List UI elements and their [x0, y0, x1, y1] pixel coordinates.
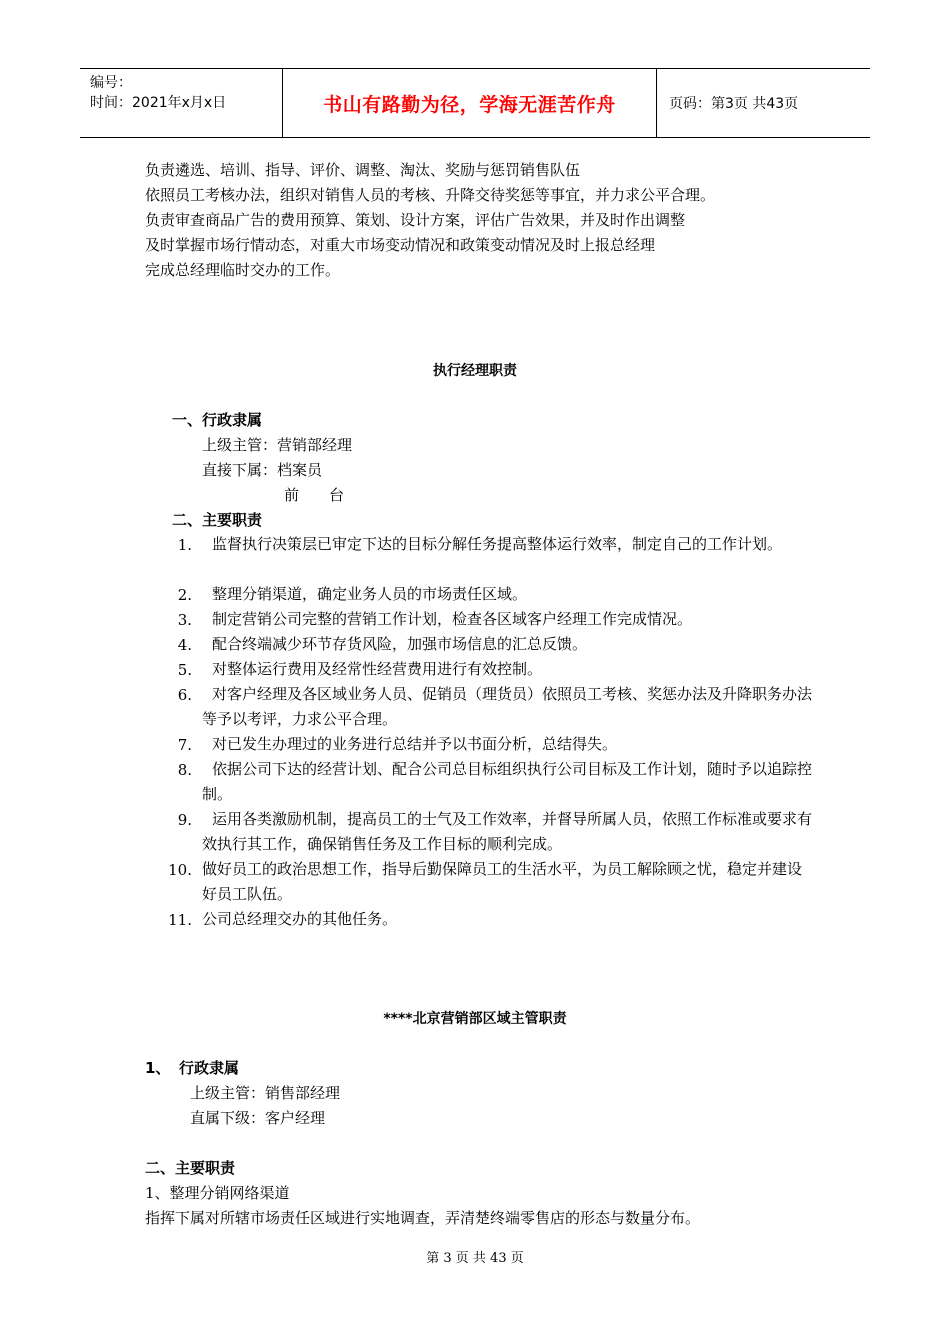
duty-line: 1、整理分销网络渠道 [145, 1184, 290, 1202]
intro-line: 及时掌握市场行情动态，对重大市场变动情况和政策变动情况及时上报总经理 [145, 236, 656, 254]
list-item: 对客户经理及各区域业务人员、促销员（理货员）依照员工考核、奖惩办法及升降职务办法等予以考评，力求公平合理。 [202, 685, 813, 728]
list-item: 监督执行决策层已审定下达的目标分解任务提高整体运行效率，制定自己的工作计划。 [212, 535, 783, 553]
list-item: 依据公司下达的经营计划、配合公司总目标组织执行公司目标及工作计划，随时予以追踪控制。 [202, 760, 813, 803]
list-number: 9. [177, 811, 192, 829]
list-item: 配合终端减少环节存货风险，加强市场信息的汇总反馈。 [212, 635, 588, 653]
superior-line: 上级主管：营销部经理 [202, 436, 353, 454]
subordinate-line: 直接下属：档案员 [202, 461, 323, 479]
intro-line: 负责审查商品广告的费用预算、策划、设计方案，评估广告效果，并及时作出调整 [145, 211, 686, 229]
superior-line: 上级主管：销售部经理 [190, 1084, 341, 1102]
duty-line: 指挥下属对所辖市场责任区域进行实地调查，弄清楚终端零售店的形态与数量分布。 [145, 1209, 701, 1227]
intro-line: 负责遴选、培训、指导、评价、调整、淘汰、奖励与惩罚销售队伍 [145, 161, 581, 179]
page-header [80, 68, 870, 138]
list-item: 对已发生办理过的业务进行总结并予以书面分析，总结得失。 [212, 735, 618, 753]
list-item: 做好员工的政治思想工作，指导后勤保障员工的生活水平，为员工解除顾之忧，稳定并建设好员工队伍。 [202, 860, 803, 903]
header-page-label: 页码：第3页 共43页 [669, 96, 799, 112]
section-heading: 一、行政隶属 [172, 411, 263, 429]
list-item: 公司总经理交办的其他任务。 [202, 910, 398, 928]
list-number: 8. [177, 761, 192, 779]
section-heading: 二、主要职责 [172, 511, 263, 529]
section-title: 执行经理职责 [433, 363, 517, 379]
list-item: 整理分销渠道，确定业务人员的市场责任区域。 [212, 585, 528, 603]
list-number: 1. [177, 536, 192, 554]
date-label: 时间：2021年x月x日 [90, 95, 227, 111]
intro-line: 依照员工考核办法，组织对销售人员的考核、升降交待奖惩等事宜，并力求公平合理。 [145, 186, 716, 204]
list-number: 4. [177, 636, 192, 654]
list-number: 3. [177, 611, 192, 629]
header-meta [80, 69, 283, 137]
subordinate-line-2: 前 台 [284, 486, 345, 504]
page-footer: 第 3 页 共 43 页 [426, 1251, 524, 1266]
section-heading: 行政隶属 [179, 1059, 240, 1077]
list-number: 11. [168, 911, 192, 929]
section-heading: 二、主要职责 [145, 1159, 236, 1177]
list-item: 对整体运行费用及经常性经营费用进行有效控制。 [212, 660, 543, 678]
list-number: 6. [177, 686, 192, 704]
list-item: 运用各类激励机制，提高员工的士气及工作效率，并督导所属人员，依照工作标准或要求有效执行其工作，确保销售任务及工作目标的顺利完成。 [202, 810, 813, 853]
serial-label: 编号： [90, 75, 132, 91]
section-heading-number: 1、 [145, 1059, 171, 1077]
list-number: 10. [168, 861, 192, 879]
list-item: 制定营销公司完整的营销工作计划，检查各区域客户经理工作完成情况。 [212, 610, 693, 628]
subordinate-line: 直属下级：客户经理 [190, 1109, 326, 1127]
header-motto: 书山有路勤为径，学海无涯苦作舟 [283, 69, 657, 137]
intro-line: 完成总经理临时交办的工作。 [145, 261, 341, 279]
list-number: 7. [177, 736, 192, 754]
section-title: ****北京营销部区域主管职责 [383, 1011, 567, 1027]
list-number: 5. [177, 661, 192, 679]
list-number: 2. [177, 586, 192, 604]
